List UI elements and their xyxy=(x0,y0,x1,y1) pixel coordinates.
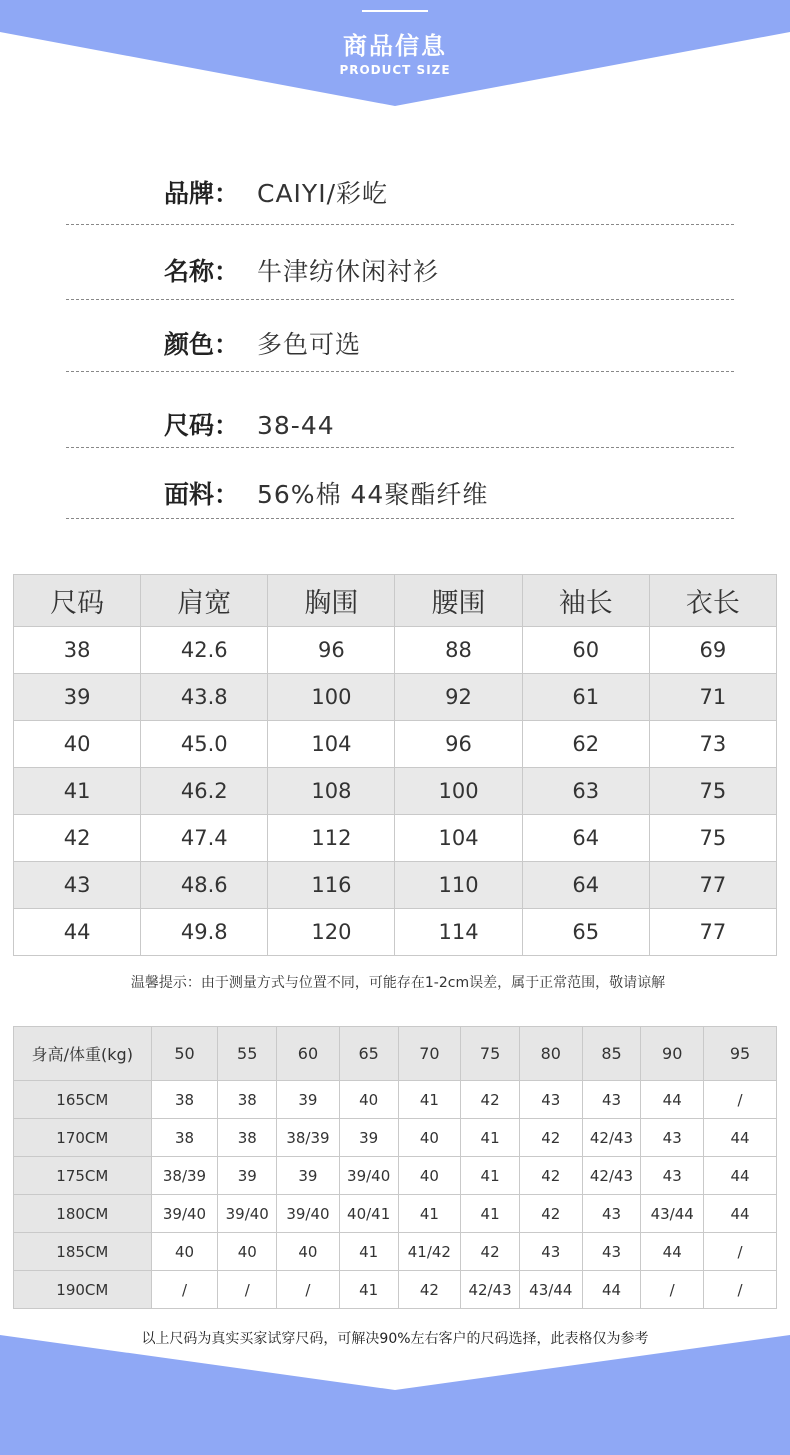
table-cell: / xyxy=(704,1233,777,1271)
table-cell: 45.0 xyxy=(141,721,268,768)
table-cell: 100 xyxy=(395,768,522,815)
table-cell: 43 xyxy=(582,1233,641,1271)
table-cell: 40/41 xyxy=(339,1195,398,1233)
size-table xyxy=(13,574,777,956)
table-cell: 43/44 xyxy=(641,1195,704,1233)
table-cell: 40 xyxy=(398,1119,461,1157)
table-cell: 64 xyxy=(522,815,649,862)
info-row-name xyxy=(66,252,734,292)
table-cell: 38/39 xyxy=(277,1119,340,1157)
table-cell: 42 xyxy=(519,1157,582,1195)
info-value: 多色可选 xyxy=(257,330,362,359)
table-cell: 43 xyxy=(14,862,141,909)
table-cell: 39/40 xyxy=(151,1195,218,1233)
table-header-cell: 袖长 xyxy=(522,575,649,627)
table-header-cell: 65 xyxy=(339,1027,398,1081)
table-row xyxy=(14,1119,777,1157)
table-cell: 41 xyxy=(398,1195,461,1233)
table-cell: / xyxy=(704,1081,777,1119)
info-label: 面料： xyxy=(164,480,240,509)
table-cell: 63 xyxy=(522,768,649,815)
table-cell: 44 xyxy=(704,1157,777,1195)
table-cell: 40 xyxy=(151,1233,218,1271)
table-header-row xyxy=(14,1027,777,1081)
table-cell: 61 xyxy=(522,674,649,721)
table-cell: 43 xyxy=(582,1081,641,1119)
table-cell: 38/39 xyxy=(151,1157,218,1195)
table-cell: 44 xyxy=(582,1271,641,1309)
table-cell: 41 xyxy=(14,768,141,815)
table-cell: 44 xyxy=(704,1195,777,1233)
table-cell: 96 xyxy=(395,721,522,768)
table-cell: 62 xyxy=(522,721,649,768)
table-cell: 64 xyxy=(522,862,649,909)
table-cell: 47.4 xyxy=(141,815,268,862)
table-cell: / xyxy=(218,1271,277,1309)
table-header-cell: 95 xyxy=(704,1027,777,1081)
table-cell: / xyxy=(277,1271,340,1309)
table-cell: 43 xyxy=(519,1081,582,1119)
info-label: 尺码： xyxy=(164,411,240,440)
table-cell: 116 xyxy=(268,862,395,909)
table-cell: 39 xyxy=(218,1157,277,1195)
info-value: 56%棉 44聚酯纤维 xyxy=(257,480,489,509)
table-cell: 39 xyxy=(277,1081,340,1119)
page-subtitle: PRODUCT SIZE xyxy=(339,63,451,77)
table-cell: 39 xyxy=(277,1157,340,1195)
divider xyxy=(66,299,734,300)
table-cell: 42/43 xyxy=(582,1119,641,1157)
table-header-row xyxy=(14,575,777,627)
table-cell: 92 xyxy=(395,674,522,721)
table-cell: 44 xyxy=(641,1233,704,1271)
table-cell: 104 xyxy=(268,721,395,768)
divider xyxy=(66,224,734,225)
table-cell: 40 xyxy=(218,1233,277,1271)
table-cell: 43 xyxy=(641,1119,704,1157)
table-header-cell: 50 xyxy=(151,1027,218,1081)
table-row xyxy=(14,1233,777,1271)
table-cell: 39/40 xyxy=(339,1157,398,1195)
table-cell: 44 xyxy=(14,909,141,956)
table-cell: 73 xyxy=(649,721,776,768)
table-row xyxy=(14,909,777,956)
measurement-tip: 温馨提示：由于测量方式与位置不同，可能存在1-2cm误差，属于正常范围，敬请谅解 xyxy=(130,975,666,991)
table-cell: 65 xyxy=(522,909,649,956)
table-header-cell: 60 xyxy=(277,1027,340,1081)
table-cell: 71 xyxy=(649,674,776,721)
row-header-cell: 175CM xyxy=(14,1157,152,1195)
row-header-cell: 185CM xyxy=(14,1233,152,1271)
table-cell: 38 xyxy=(151,1119,218,1157)
table-cell: 41 xyxy=(339,1233,398,1271)
table-cell: 42/43 xyxy=(582,1157,641,1195)
table-row xyxy=(14,862,777,909)
table-row xyxy=(14,1157,777,1195)
divider xyxy=(66,371,734,372)
table-cell: 38 xyxy=(218,1119,277,1157)
table-header-cell: 75 xyxy=(461,1027,520,1081)
table-cell: 75 xyxy=(649,768,776,815)
table-cell: 42 xyxy=(519,1195,582,1233)
table-cell: 44 xyxy=(641,1081,704,1119)
fit-table xyxy=(13,1026,777,1309)
table-cell: 120 xyxy=(268,909,395,956)
table-cell: 40 xyxy=(14,721,141,768)
info-label: 品牌： xyxy=(164,179,240,208)
table-cell: 96 xyxy=(268,627,395,674)
table-header-cell: 胸围 xyxy=(268,575,395,627)
table-cell: 41 xyxy=(339,1271,398,1309)
table-cell: 43 xyxy=(582,1195,641,1233)
table-cell: 41 xyxy=(461,1119,520,1157)
table-cell: 110 xyxy=(395,862,522,909)
table-cell: 40 xyxy=(339,1081,398,1119)
table-cell: 77 xyxy=(649,862,776,909)
table-cell: 43.8 xyxy=(141,674,268,721)
table-cell: 41 xyxy=(461,1195,520,1233)
table-cell: 69 xyxy=(649,627,776,674)
table-cell: 104 xyxy=(395,815,522,862)
table-cell: 44 xyxy=(704,1119,777,1157)
divider xyxy=(66,447,734,448)
info-label: 颜色： xyxy=(164,330,240,359)
header-divider xyxy=(362,10,428,12)
table-cell: 42 xyxy=(461,1081,520,1119)
table-cell: 42 xyxy=(398,1271,461,1309)
table-header-cell: 肩宽 xyxy=(141,575,268,627)
table-row xyxy=(14,1195,777,1233)
table-header-cell: 尺码 xyxy=(14,575,141,627)
table-cell: 42 xyxy=(519,1119,582,1157)
table-cell: 39 xyxy=(14,674,141,721)
info-row-fabric xyxy=(66,475,734,515)
table-header-cell: 90 xyxy=(641,1027,704,1081)
info-row-color xyxy=(66,325,734,365)
row-header-cell: 180CM xyxy=(14,1195,152,1233)
table-cell: 40 xyxy=(398,1157,461,1195)
table-cell: 43/44 xyxy=(519,1271,582,1309)
table-cell: 48.6 xyxy=(141,862,268,909)
table-cell: 39/40 xyxy=(218,1195,277,1233)
table-cell: 77 xyxy=(649,909,776,956)
row-header-cell: 165CM xyxy=(14,1081,152,1119)
table-header-cell: 85 xyxy=(582,1027,641,1081)
table-cell: 42 xyxy=(14,815,141,862)
table-cell: 114 xyxy=(395,909,522,956)
info-value: 牛津纺休闲衬衫 xyxy=(257,257,440,286)
table-header-cell: 80 xyxy=(519,1027,582,1081)
info-value: 38-44 xyxy=(257,411,335,440)
table-cell: 38 xyxy=(14,627,141,674)
table-cell: 42.6 xyxy=(141,627,268,674)
table-cell: 43 xyxy=(519,1233,582,1271)
table-cell: 108 xyxy=(268,768,395,815)
table-cell: / xyxy=(704,1271,777,1309)
table-cell: 41 xyxy=(398,1081,461,1119)
table-row xyxy=(14,1271,777,1309)
table-cell: 49.8 xyxy=(141,909,268,956)
table-cell: 38 xyxy=(218,1081,277,1119)
row-header-cell: 170CM xyxy=(14,1119,152,1157)
table-cell: 112 xyxy=(268,815,395,862)
table-header-cell: 55 xyxy=(218,1027,277,1081)
table-row xyxy=(14,768,777,815)
page-title: 商品信息 xyxy=(343,32,447,60)
footer-banner xyxy=(0,1335,790,1455)
table-cell: 75 xyxy=(649,815,776,862)
table-row xyxy=(14,815,777,862)
info-label: 名称： xyxy=(164,257,240,286)
info-row-size xyxy=(66,406,734,446)
table-cell: 41/42 xyxy=(398,1233,461,1271)
row-header-cell: 190CM xyxy=(14,1271,152,1309)
table-header-cell: 衣长 xyxy=(649,575,776,627)
table-cell: 42/43 xyxy=(461,1271,520,1309)
table-header-cell: 身高/体重(kg) xyxy=(14,1027,152,1081)
table-row xyxy=(14,721,777,768)
table-cell: 41 xyxy=(461,1157,520,1195)
divider xyxy=(66,518,734,519)
info-row-brand xyxy=(66,174,734,214)
table-cell: 88 xyxy=(395,627,522,674)
table-header-cell: 70 xyxy=(398,1027,461,1081)
table-cell: / xyxy=(151,1271,218,1309)
table-header-cell: 腰围 xyxy=(395,575,522,627)
table-row xyxy=(14,627,777,674)
table-row xyxy=(14,674,777,721)
table-row xyxy=(14,1081,777,1119)
table-cell: 39/40 xyxy=(277,1195,340,1233)
info-value: CAIYI/彩屹 xyxy=(257,179,388,208)
table-cell: / xyxy=(641,1271,704,1309)
table-cell: 46.2 xyxy=(141,768,268,815)
table-cell: 100 xyxy=(268,674,395,721)
table-cell: 38 xyxy=(151,1081,218,1119)
table-cell: 42 xyxy=(461,1233,520,1271)
table-cell: 40 xyxy=(277,1233,340,1271)
table-cell: 39 xyxy=(339,1119,398,1157)
table-cell: 43 xyxy=(641,1157,704,1195)
footer-note: 以上尺码为真实买家试穿尺码，可解决90%左右客户的尺码选择，此表格仅为参考 xyxy=(141,1331,649,1347)
table-cell: 60 xyxy=(522,627,649,674)
